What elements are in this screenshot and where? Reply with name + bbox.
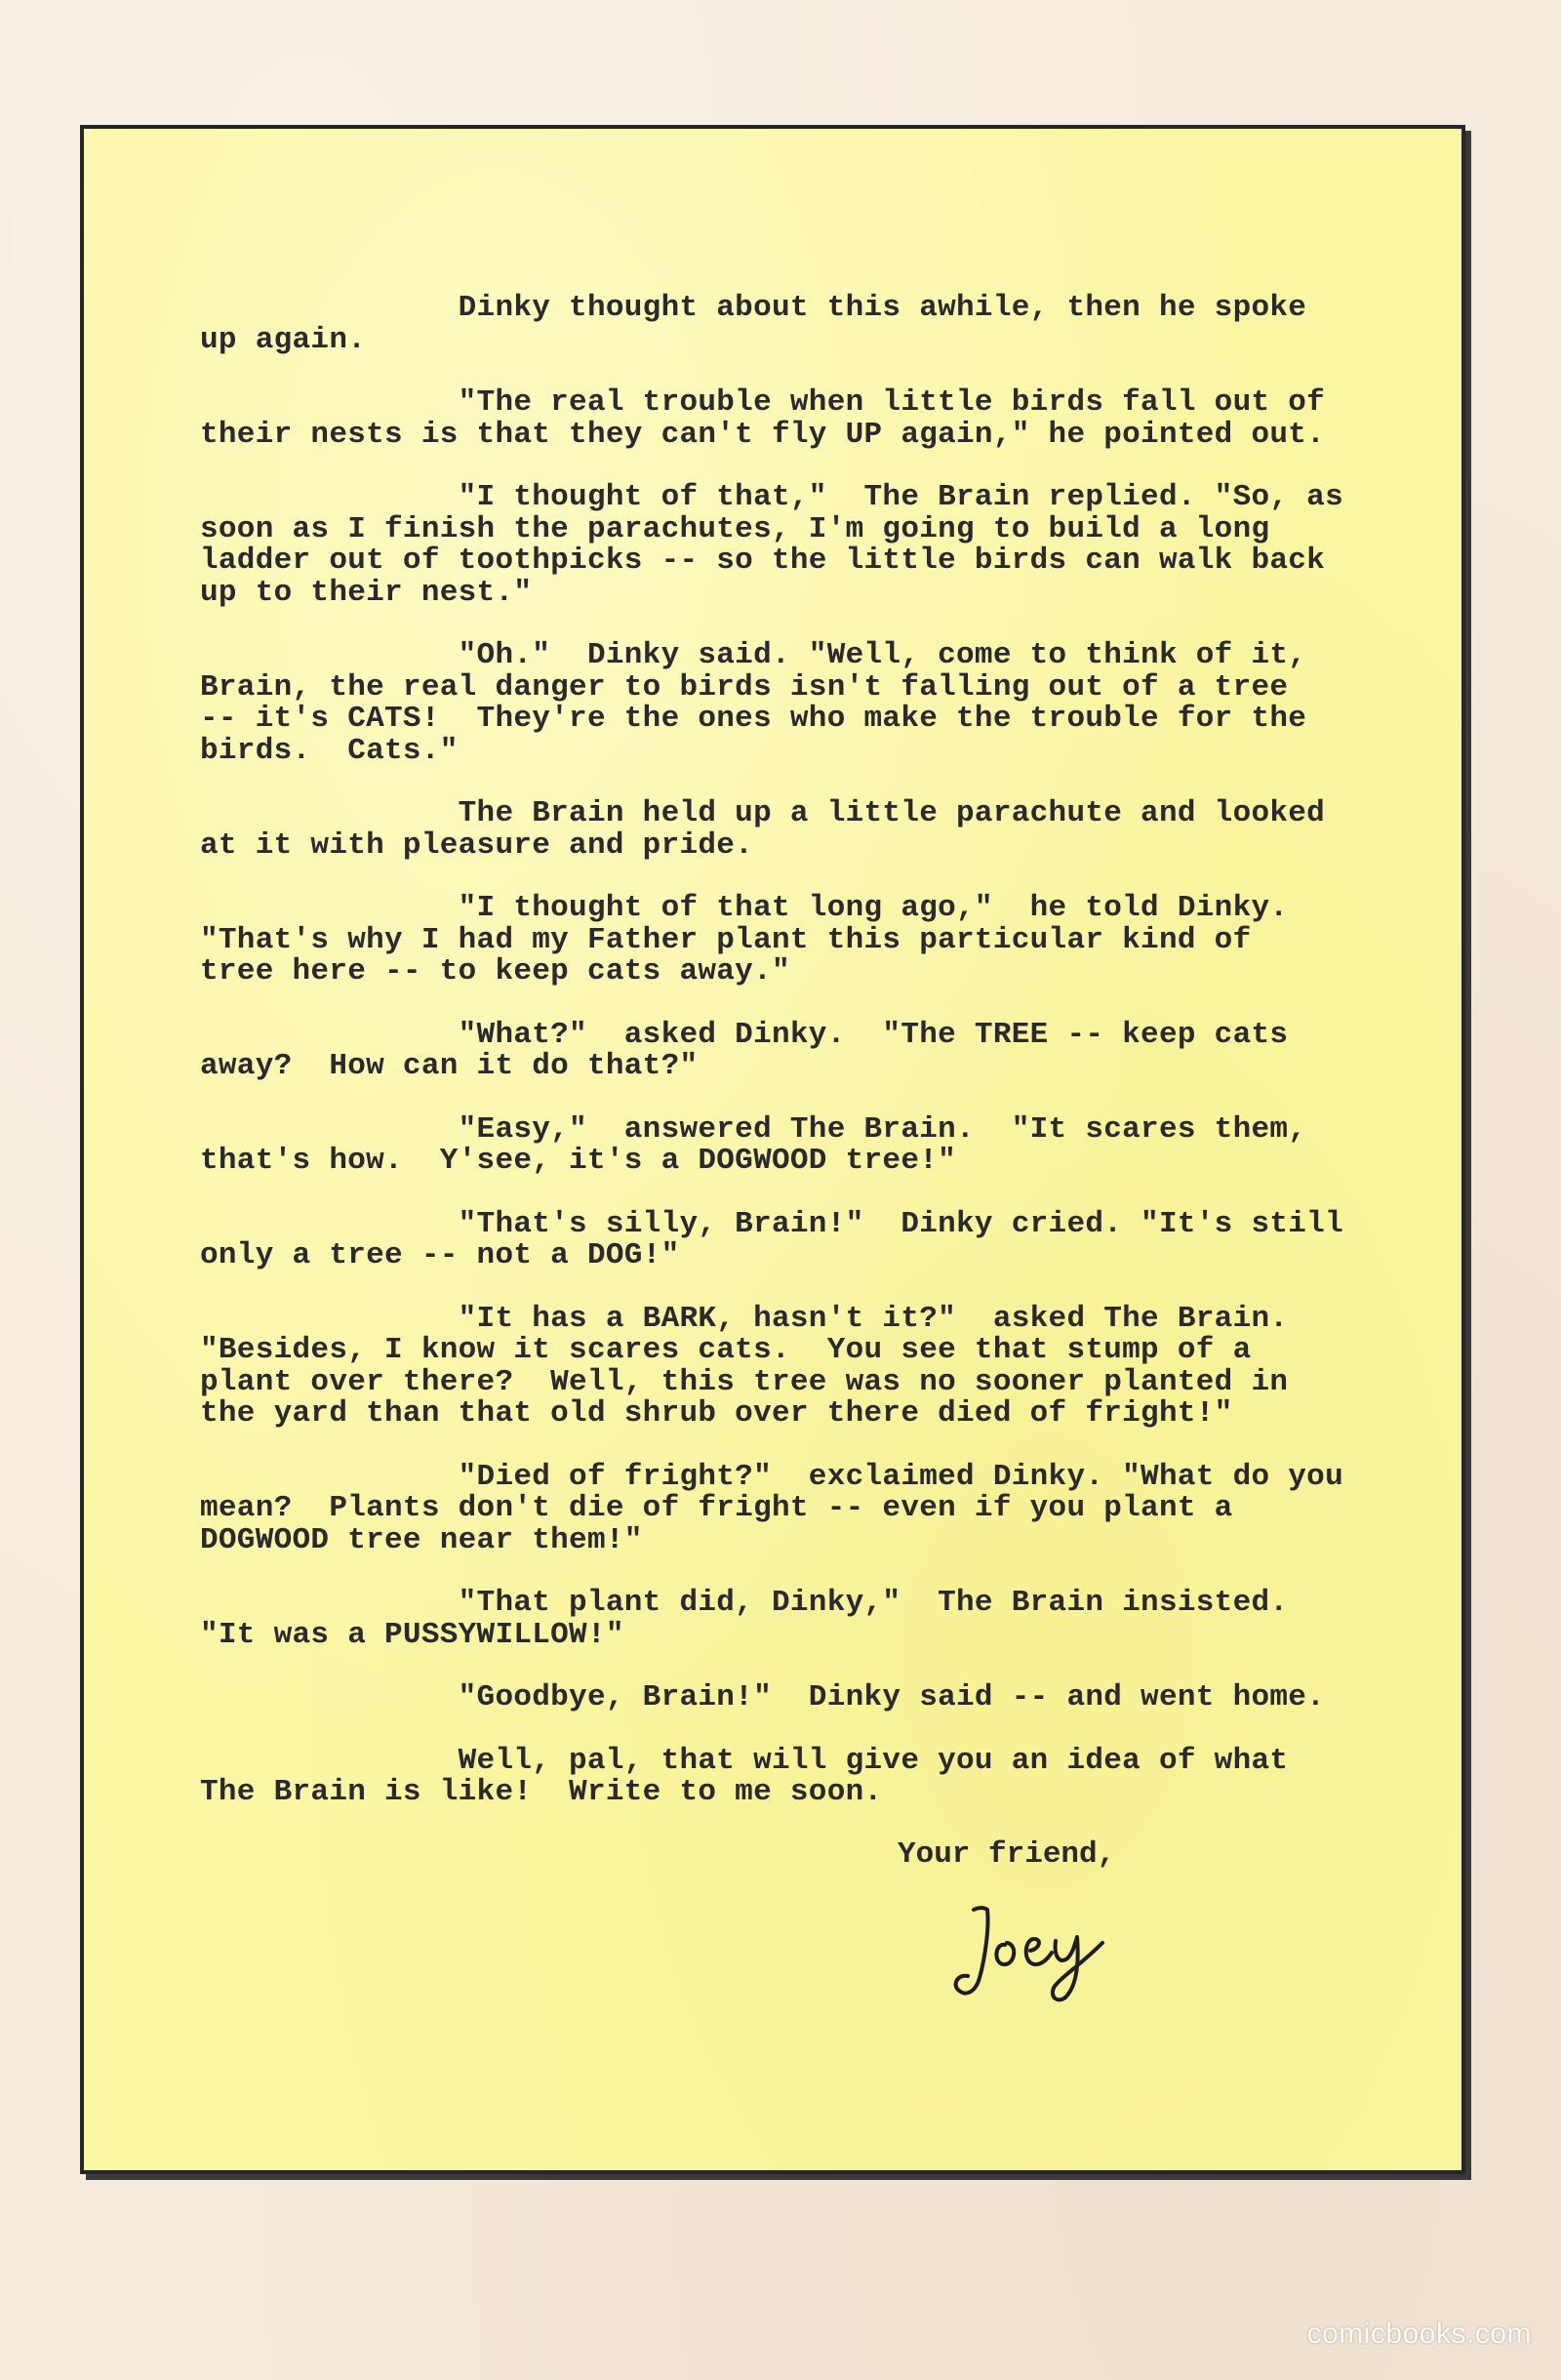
letter-paragraph: "I thought of that long ago," he told Dinky. "That's why I had my Father plant this particular kind of tree here -- to keep cats away." [200, 891, 1289, 988]
letter-paragraph: "Easy," answered The Brain. "It scares them, that's how. Y'see, it's a DOGWOOD tree!" [200, 1111, 1307, 1178]
letter-closing: Your friend, [898, 1837, 1116, 1872]
letter-paragraph: "It has a BARK, hasn't it?" asked The Brain. "Besides, I know it scares cats. You see that stump of a plant over there? Well, this tree was no sooner planted in the yard than that old shrub over there died of fright!" [200, 1301, 1289, 1431]
letter-paragraph: "I thought of that," The Brain replied. "So, as soon as I finish the parachutes, I'm going to build a long ladder out of toothpicks -- so the little birds can walk back up to their nest." [200, 480, 1343, 610]
watermark-text: comicbooks.com [1306, 2318, 1532, 2350]
letter-body [200, 293, 1371, 1809]
letter-paragraph: "That plant did, Dinky," The Brain insisted. "It was a PUSSYWILLOW!" [200, 1586, 1289, 1652]
letter-paragraph: Dinky thought about this awhile, then he spoke up again. [200, 291, 1307, 357]
letter-paragraph: "The real trouble when little birds fall out of their nests is that they can't fly UP again," he pointed out. [200, 385, 1326, 452]
letter-paragraph: "Goodbye, Brain!" Dinky said -- and went home. [200, 1680, 1326, 1714]
letter-paragraph: The Brain held up a little parachute and looked at it with pleasure and pride. [200, 796, 1326, 863]
signature-joey [937, 1888, 1132, 2015]
letter-paragraph: "Oh." Dinky said. "Well, come to think of it, Brain, the real danger to birds isn't falling out of a tree -- it's CATS! They're the ones who make the trouble for the birds. Cats." [200, 638, 1307, 768]
letter-paragraph: Well, pal, that will give you an idea of what The Brain is like! Write to me soon. [200, 1743, 1289, 1809]
letter-paragraph: "Died of fright?" exclaimed Dinky. "What do you mean? Plants don't die of fright -- even if you plant a DOGWOOD tree near them!" [200, 1459, 1343, 1557]
letter-paragraph: "That's silly, Brain!" Dinky cried. "It's still only a tree -- not a DOG!" [200, 1206, 1343, 1272]
letter-paragraph: "What?" asked Dinky. "The TREE -- keep cats away? How can it do that?" [200, 1017, 1289, 1083]
